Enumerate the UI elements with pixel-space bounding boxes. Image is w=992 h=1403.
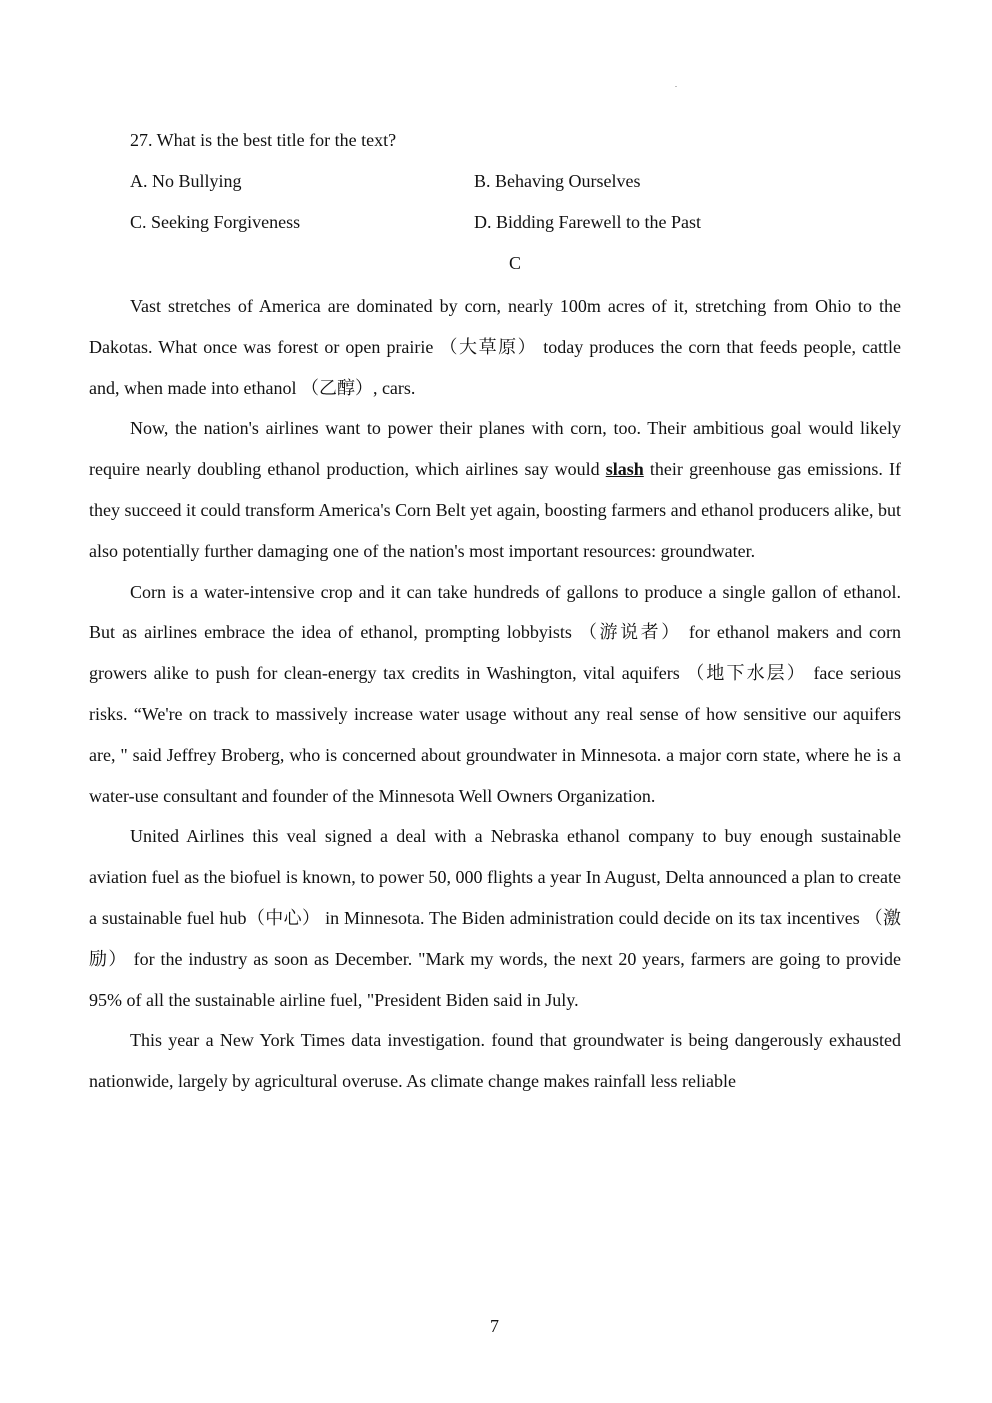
option-c: C. Seeking Forgiveness	[130, 212, 301, 232]
option-d: D. Bidding Farewell to the Past	[474, 212, 701, 232]
reading-passage	[89, 286, 901, 1102]
paragraph-1: Vast stretches of America are dominated by corn, nearly 100m acres of it, stretching from Ohio to the Dakotas. What once was forest or open prairie （大草原） today produces the corn that feeds people, cattle and, when made into ethanol （乙醇）, cars.	[89, 296, 901, 398]
paragraph-2-start: Now, the nation's airlines want to power their planes with corn, too. Their ambitious goal would likely require nearly doubling ethanol production, which airlines say would	[89, 418, 901, 480]
option-a: A. No Bullying	[130, 171, 242, 191]
option-b: B. Behaving Ourselves	[474, 171, 641, 191]
passage-section-label: C	[509, 253, 522, 273]
paragraph-2-end: their greenhouse gas emissions. If they succeed it could transform America's Corn Belt yet again, boosting farmers and ethanol producers alike, but also potentially further damaging one of the nation's most important resources: groundwater.	[89, 459, 902, 561]
paragraph-4: United Airlines this veal signed a deal with a Nebraska ethanol company to buy enough sustainable aviation fuel as the biofuel is known, to power 50, 000 flights a year In August, Delta announced a plan to create a sustainable fuel hub（中心） in Minnesota. The Biden administration could decide on its tax incentives （激励） for the industry as soon as December. "Mark my words, the next 20 years, farmers are going to provide 95% of all the sustainable airline fuel, "President Biden said in July.	[89, 826, 901, 1010]
vocabulary-word-slash: slash	[605, 459, 644, 480]
page-number: 7	[490, 1316, 499, 1336]
question-stem: 27. What is the best title for the text?	[130, 130, 397, 150]
scan-speck	[675, 86, 677, 87]
paragraph-3: Corn is a water-intensive crop and it can take hundreds of gallons to produce a single gallon of ethanol. But as airlines embrace the idea of ethanol, prompting lobbyists （游说者） for ethanol makers and corn growers alike to push for clean-energy tax credits in Washington, vital aquifers （地下水层） face serious risks. “We're on track to massively increase water usage without any real sense of how sensitive our aquifers are, " said Jeffrey Broberg, who is concerned about groundwater in Minnesota. a major corn state, where he is a water-use consultant and founder of the Minnesota Well Owners Organization.	[89, 581, 901, 806]
paragraph-5: This year a New York Times data investigation. found that groundwater is being dangerously exhausted nationwide, largely by agricultural overuse. As climate change makes rainfall less reliable	[89, 1030, 901, 1092]
paragraph-2	[89, 408, 901, 571]
